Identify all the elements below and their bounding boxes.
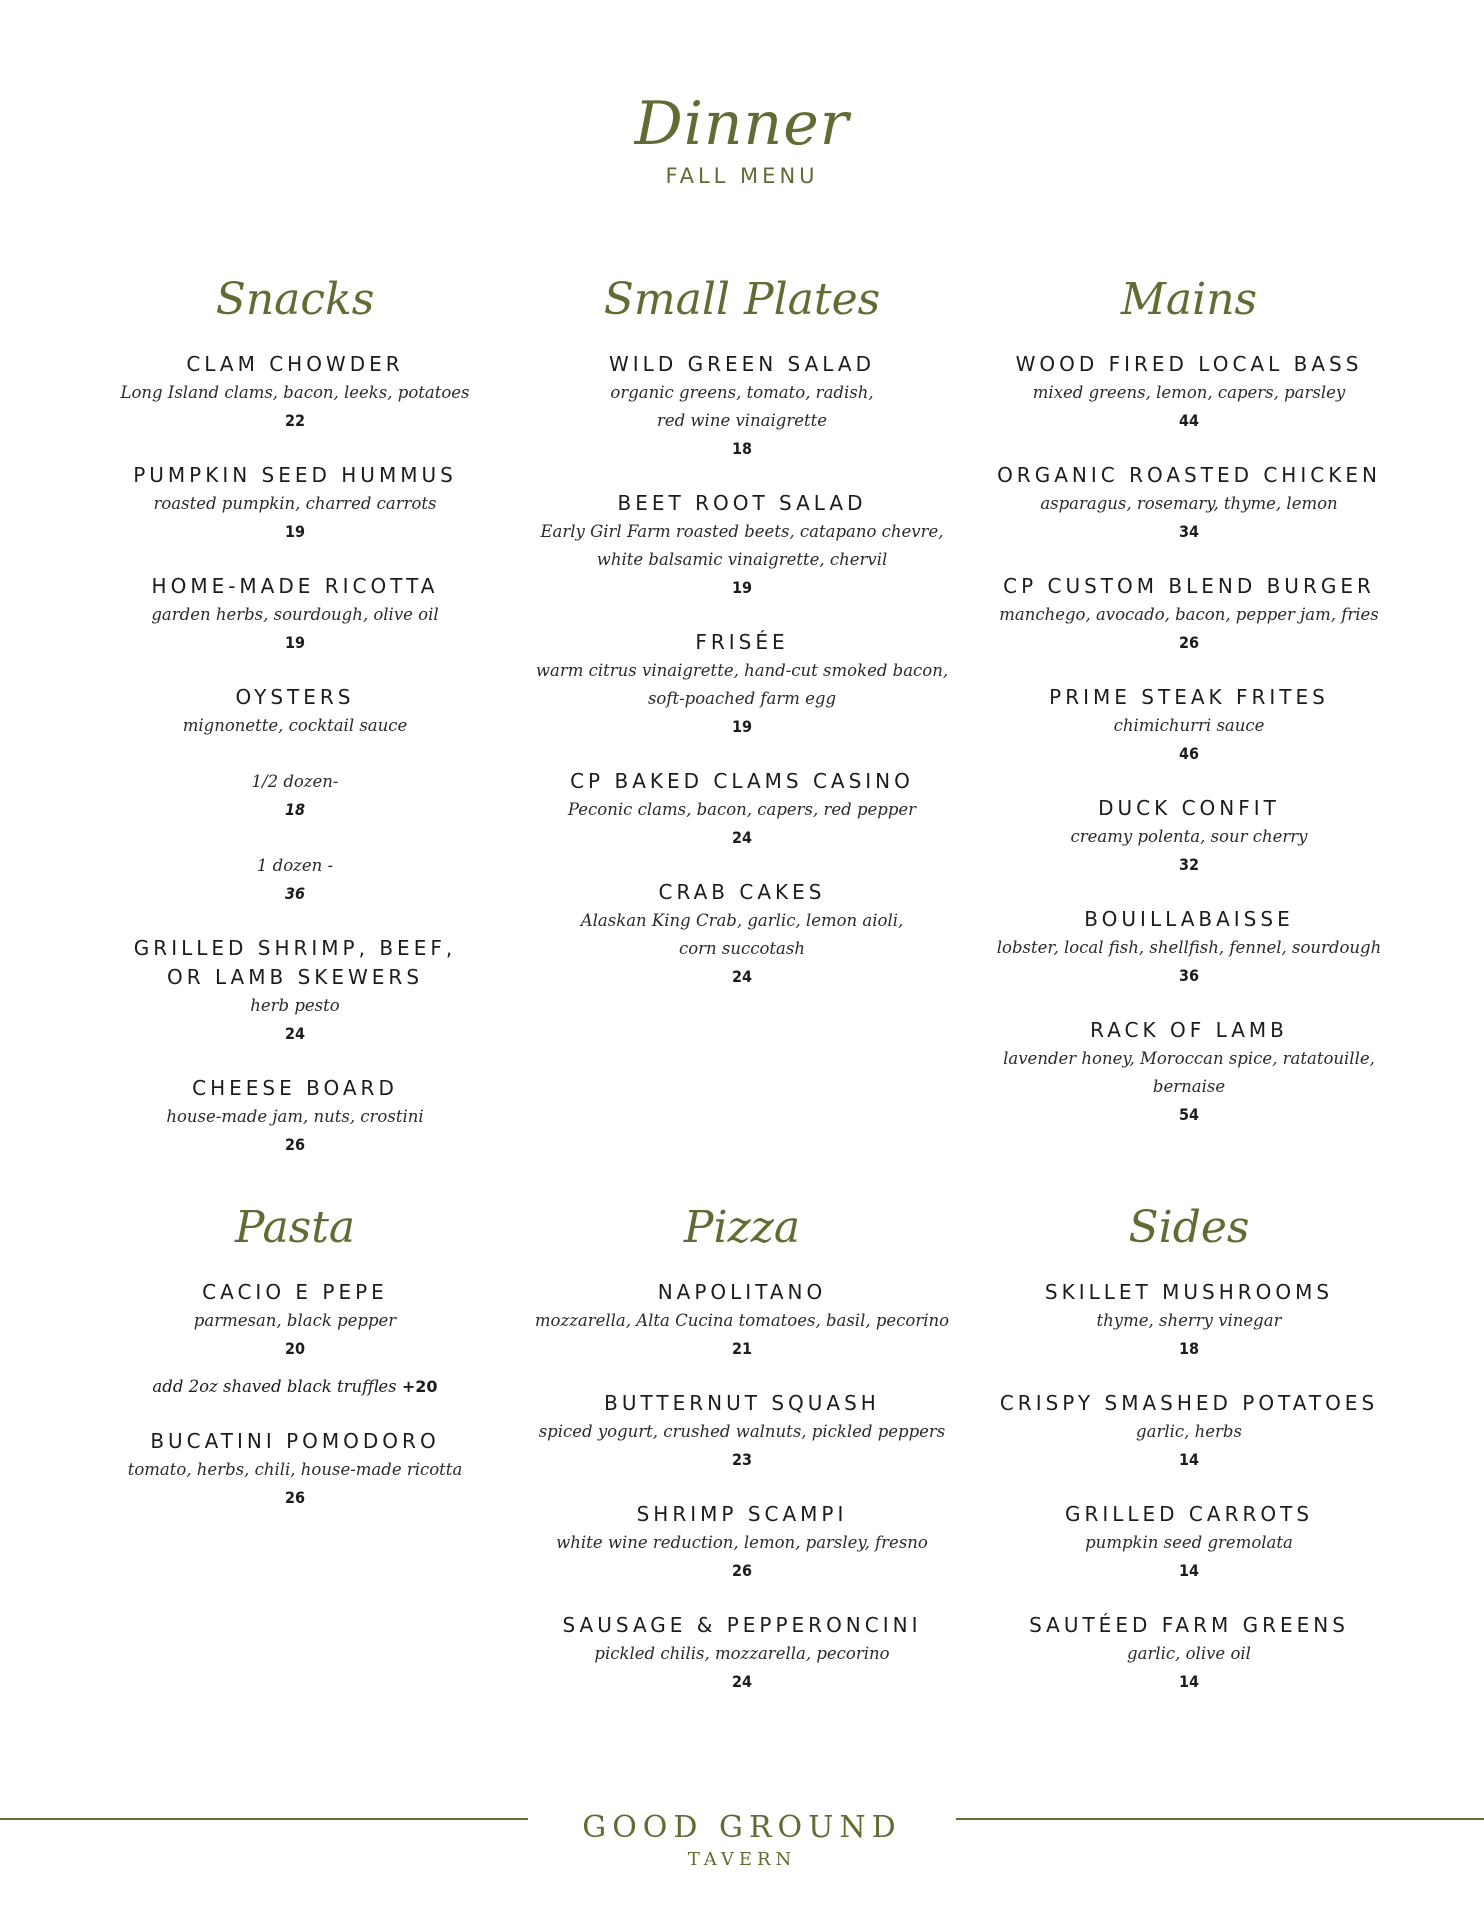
item-price: 54 [1178,1105,1200,1124]
menu-item [527,489,957,602]
option-label: 1 dozen - [256,856,334,875]
section-title: Mains [1120,274,1258,325]
item-price: 24 [731,1672,753,1691]
item-price: 36 [1178,966,1200,985]
menu-item [974,1389,1404,1474]
item-name: HOME-MADE RICOTTA [151,574,439,598]
menu-item [527,1389,957,1474]
item-description: herb pesto [250,996,340,1015]
item-price: 24 [284,1024,306,1043]
item-description: garlic, herbs [1136,1422,1242,1441]
item-name: BOUILLABAISSE [1084,907,1294,931]
item-price: 22 [284,411,306,430]
item-name: BUTTERNUT SQUASH [604,1391,880,1415]
section-snacks [80,272,510,1185]
item-name: WOOD FIRED LOCAL BASS [1015,352,1363,376]
item-price: 18 [731,439,753,458]
menu-subtitle: FALL MENU [665,164,819,188]
item-description: thyme, sherry vinegar [1096,1311,1282,1330]
menu-item [974,1611,1404,1696]
menu-item [527,350,957,463]
item-description: pickled chilis, mozzarella, pecorino [594,1644,890,1663]
item-name: RACK OF LAMB [1090,1018,1288,1042]
menu-item [974,572,1404,657]
item-name: WILD GREEN SALAD [609,352,875,376]
item-description: asparagus, rosemary, thyme, lemon [1040,494,1338,513]
menu-item [974,683,1404,768]
item-price: 46 [1178,744,1200,763]
option-price: 18 [284,800,306,819]
section-pizza [527,1200,957,1722]
item-description: pumpkin seed gremolata [1085,1533,1293,1552]
menu-item [80,350,510,435]
item-description: Early Girl Farm roasted beets, catapano chevre, white balsamic vinaigrette, chervil [540,522,944,569]
item-name: OYSTERS [235,685,355,709]
menu-item [974,350,1404,435]
item-name: SAUSAGE & PEPPERONCINI [562,1613,922,1637]
item-name: SHRIMP SCAMPI [636,1502,848,1526]
item-name: BEET ROOT SALAD [617,491,867,515]
item-price: 34 [1178,522,1200,541]
item-price: 19 [284,522,306,541]
menu-item [974,905,1404,990]
item-name: SAUTÉED FARM GREENS [1029,1613,1349,1637]
item-name: GRILLED SHRIMP, BEEF, OR LAMB SKEWERS [133,936,457,989]
item-description: organic greens, tomato, radish, red wine vinaigrette [610,383,874,430]
item-description: manchego, avocado, bacon, pepper jam, fries [999,605,1379,624]
menu-header [0,88,1484,188]
item-price: 24 [731,967,753,986]
menu-item [80,934,510,1048]
addon-text: add 2oz shaved black truffles [152,1377,397,1396]
footer-logo [0,1810,1484,1870]
section-title: Small Plates [603,274,881,325]
truffle-addon [80,1373,510,1401]
item-name: CRAB CAKES [658,880,826,904]
item-description: house-made jam, nuts, crostini [166,1107,424,1126]
item-description: parmesan, black pepper [193,1311,397,1330]
item-price: 26 [731,1561,753,1580]
item-description: garden herbs, sourdough, olive oil [151,605,439,624]
section-small-plates [527,272,957,1017]
item-name: CRISPY SMASHED POTATOES [999,1391,1379,1415]
menu-item [527,767,957,852]
item-description: white wine reduction, lemon, parsley, fresno [556,1533,928,1552]
menu-item [80,461,510,546]
item-description: Peconic clams, bacon, capers, red pepper [567,800,917,819]
item-price: 32 [1178,855,1200,874]
section-title: Snacks [215,274,375,325]
item-price: 21 [731,1339,753,1358]
item-price: 20 [284,1339,306,1358]
item-description: tomato, herbs, chili, house-made ricotta [127,1460,463,1479]
item-description: chimichurri sauce [1113,716,1265,735]
item-name: GRILLED CARROTS [1064,1502,1314,1526]
option-price: 36 [284,884,306,903]
menu-item [527,1611,957,1696]
item-price: 24 [731,828,753,847]
menu-item [80,1074,510,1159]
section-title: Pasta [234,1202,356,1253]
menu-item [974,461,1404,546]
item-price: 14 [1178,1450,1200,1469]
item-description: warm citrus vinaigrette, hand-cut smoked bacon, soft-poached farm egg [535,661,949,708]
item-description: mozzarella, Alta Cucina tomatoes, basil, pecorino [534,1311,950,1330]
menu-item [80,572,510,657]
item-price: 26 [1178,633,1200,652]
menu-item [80,1427,510,1512]
menu-item [974,1016,1404,1129]
menu-item [80,1278,510,1363]
item-price: 26 [284,1135,306,1154]
section-title: Pizza [683,1202,801,1253]
item-description: mixed greens, lemon, capers, parsley [1032,383,1346,402]
item-name: CHEESE BOARD [192,1076,398,1100]
menu-item [527,1500,957,1585]
section-sides [974,1200,1404,1722]
item-price: 18 [1178,1339,1200,1358]
menu-item [527,878,957,991]
item-description: lobster, local fish, shellfish, fennel, sourdough [996,938,1382,957]
menu-item [527,628,957,741]
item-name: CP BAKED CLAMS CASINO [570,769,914,793]
item-price: 19 [731,717,753,736]
item-name: ORGANIC ROASTED CHICKEN [997,463,1381,487]
section-title: Sides [1128,1202,1250,1253]
item-description: spiced yogurt, crushed walnuts, pickled peppers [538,1422,946,1441]
item-name: CLAM CHOWDER [186,352,404,376]
item-option-half-dozen [80,740,510,824]
item-name: SKILLET MUSHROOMS [1044,1280,1334,1304]
item-price: 19 [731,578,753,597]
menu-title: Dinner [634,89,850,159]
menu-item [974,794,1404,879]
menu-item [527,1278,957,1363]
item-description: roasted pumpkin, charred carrots [153,494,437,513]
item-option-dozen [80,824,510,908]
brand-name: GOOD GROUND [582,1810,902,1845]
section-pasta [80,1200,510,1538]
item-description: creamy polenta, sour cherry [1070,827,1308,846]
item-description: mignonette, cocktail sauce [182,716,408,735]
item-price: 14 [1178,1561,1200,1580]
item-name: FRISÉE [695,630,789,654]
addon-price: +20 [401,1377,438,1396]
menu-item [974,1278,1404,1363]
item-price: 26 [284,1488,306,1507]
item-description: garlic, olive oil [1127,1644,1251,1663]
item-name: CP CUSTOM BLEND BURGER [1003,574,1375,598]
section-mains [974,272,1404,1155]
item-price: 14 [1178,1672,1200,1691]
menu-item-oysters [80,683,510,908]
item-price: 44 [1178,411,1200,430]
item-description: lavender honey, Moroccan spice, ratatouille, bernaise [1003,1049,1375,1096]
item-name: DUCK CONFIT [1098,796,1280,820]
item-name: BUCATINI POMODORO [150,1429,440,1453]
item-price: 23 [731,1450,753,1469]
item-price: 19 [284,633,306,652]
item-name: PUMPKIN SEED HUMMUS [133,463,457,487]
option-label: 1/2 dozen- [251,772,339,791]
item-name: CACIO E PEPE [202,1280,388,1304]
item-description: Alaskan King Crab, garlic, lemon aioli, corn succotash [580,911,904,958]
item-name: PRIME STEAK FRITES [1049,685,1329,709]
menu-item [974,1500,1404,1585]
item-description: Long Island clams, bacon, leeks, potatoes [120,383,470,402]
brand-subtitle: TAVERN [687,1849,797,1870]
item-name: NAPOLITANO [657,1280,827,1304]
